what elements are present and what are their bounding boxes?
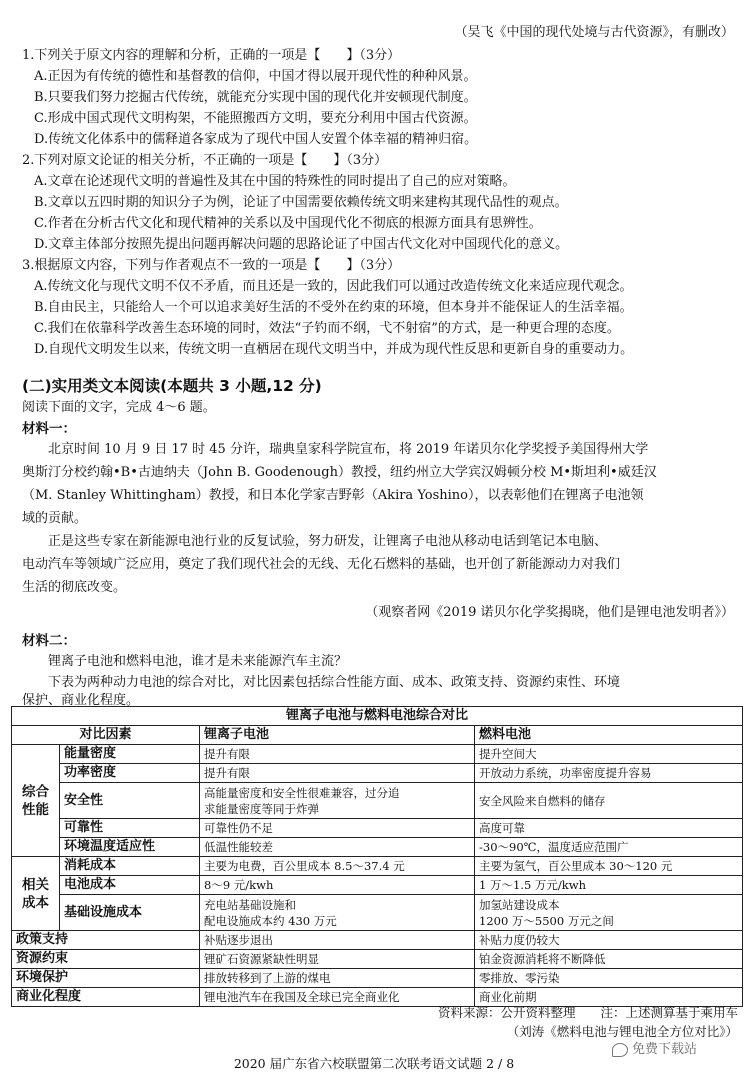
question-1-option-a: A.正因为有传统的德性和基督教的信仰，中国才得以展开现代性的种种风景。 (34, 69, 477, 84)
comparison-table (11, 706, 743, 1007)
row-factor: 资源约束 (12, 950, 200, 969)
row-fuel: 1 万～1.5 万元/kwh (475, 876, 743, 895)
page-footer: 2020 届广东省六校联盟第二次联考语文试题 2 / 8 (233, 1056, 515, 1071)
material-1-line-4: 域的贡献。 (22, 511, 88, 526)
row-factor: 功率密度 (60, 764, 200, 783)
material-1-line-6: 电动汽车等领域广泛应用，奠定了我们现代社会的无线、无化石燃料的基础，也开创了新能源动力对我们 (22, 557, 621, 572)
row-factor: 电池成本 (60, 876, 200, 895)
material-1-line-5: 正是这些专家在新能源电池行业的反复试验，努力研发，让锂离子电池从移动电话到笔记本电脑、 (48, 534, 608, 549)
row-lithium: 提升有限 (200, 764, 475, 783)
question-1-option-d: D.传统文化体系中的儒释道各家成为了现代中国人安置个体幸福的精神归宿。 (34, 132, 478, 147)
row-factor: 能量密度 (60, 745, 200, 764)
row-lithium: 补贴逐步退出 (200, 931, 475, 950)
row-factor: 安全性 (60, 783, 200, 819)
header-lithium: 锂离子电池 (200, 726, 475, 745)
row-factor: 消耗成本 (60, 857, 200, 876)
row-lithium: 主要为电费，百公里成本 8.5～37.4 元 (200, 857, 475, 876)
table-row (12, 764, 743, 783)
source-citation-2: （刘涛《燃料电池与锂电池全方位对比》） (506, 1024, 738, 1039)
material-2-label: 材料二： (22, 633, 76, 649)
question-2-option-a: A.文章在论述现代文明的普遍性及其在中国的特殊性的同时提出了自己的应对策略。 (34, 174, 516, 189)
source-citation-1: （吴飞《中国的现代处境与古代资源》，有删改） (454, 25, 734, 40)
question-3-option-d: D.自现代文明发生以来，传统文明一直栖居在现代文明当中，并成为现代性反思和更新自身的重要动力。 (34, 342, 634, 357)
question-1-option-b: B.只要我们努力挖掘古代传统，就能充分实现中国的现代化并安顿现代制度。 (34, 90, 477, 105)
row-fuel: 补贴力度仍较大 (475, 931, 743, 950)
row-fuel: 铂金资源消耗将不断降低 (475, 950, 743, 969)
row-factor: 商业化程度 (12, 988, 200, 1007)
row-fuel: 零排放、零污染 (475, 969, 743, 988)
table-row (12, 857, 743, 876)
material-2-line-2: 下表为两种动力电池的综合对比，对比因素包括综合性能方面、成本、政策支持、资源约束性、环境 (48, 675, 621, 690)
row-lithium: 8～9 元/kwh (200, 876, 475, 895)
table-note: 资料来源：公开资料整理 注：上述测算基于乘用车 (437, 1005, 738, 1020)
watermark-text: 免费下载站 (632, 1042, 698, 1057)
table-row (12, 895, 743, 931)
row-factor: 基础设施成本 (60, 895, 200, 931)
table-row (12, 969, 743, 988)
table-row (12, 745, 743, 764)
table-row (12, 838, 743, 857)
row-fuel: 提升空间大 (475, 745, 743, 764)
section-instruction: 阅读下面的文字，完成 4～6 题。 (22, 400, 216, 415)
question-3-option-b: B.自由民主，只能给人一个可以追求美好生活的不受外在约束的环境，但本身并不能保证人的生活幸福。 (34, 300, 633, 315)
row-factor: 环境保护 (12, 969, 200, 988)
question-2-option-d: D.文章主体部分按照先提出问题再解决问题的思路论证了中国古代文化对中国现代化的意义。 (34, 237, 569, 252)
question-2-option-b: B.文章以五四时期的知识分子为例，论证了中国需要依赖传统文明来建构其现代品性的观点。 (34, 195, 568, 210)
question-2-stem: 2.下列对原文论证的相关分析，不正确的一项是【 】（3分） (22, 153, 388, 168)
row-fuel: -30～90℃，温度适应范围广 (475, 838, 743, 857)
group-cost: 相关 成本 (12, 857, 60, 931)
row-lithium: 充电站基础设施和 配电设施成本约 430 万元 (200, 895, 475, 931)
row-fuel: 商业化前期 (475, 988, 743, 1007)
material-1-line-1: 北京时间 10 月 9 日 17 时 45 分许，瑞典皇家科学院宣布，将 2019 年诺贝尔化学奖授予美国得州大学 (48, 442, 649, 457)
question-3-option-c: C.我们在依靠科学改善生态环境的同时，效法“子钓而不纲，弋不射宿”的方式，是一种更合理的态度。 (34, 321, 620, 336)
table-row (12, 819, 743, 838)
section-title: (二)实用类文本阅读(本题共 3 小题,12 分) (22, 377, 322, 395)
material-1-line-2: 奥斯汀分校约翰•B•古迪纳夫（John B. Goodenough）教授，纽约州立大学宾汉姆顿分校 M•斯坦利•威廷汉 (22, 465, 657, 480)
question-3-stem: 3.根据原文内容，下列与作者观点不一致的一项是【 】（3分） (22, 258, 401, 273)
row-factor: 政策支持 (12, 931, 200, 950)
table-header-row (12, 726, 743, 745)
material-1-line-3: （M. Stanley Whittingham）教授，和日本化学家吉野彰（Akira Yoshino），以表彰他们在锂离子电池领 (22, 488, 644, 503)
material-1-label: 材料一： (22, 421, 76, 437)
header-factor: 对比因素 (12, 726, 200, 745)
row-lithium: 高能量密度和安全性很难兼容，过分追 求能量密度等同于炸弹 (200, 783, 475, 819)
row-factor: 环境温度适应性 (60, 838, 200, 857)
question-3-option-a: A.传统文化与现代文明不仅不矛盾，而且还是一致的，因此我们可以通过改造传统文化来适应现代观念。 (34, 279, 633, 294)
row-fuel: 加氢站建设成本 1200 万～5500 万元之间 (475, 895, 743, 931)
question-1-stem: 1.下列关于原文内容的理解和分析，正确的一项是【 】（3分） (22, 48, 401, 63)
row-lithium: 可靠性仍不足 (200, 819, 475, 838)
material-1-line-7: 生活的彻底改变。 (22, 580, 127, 595)
row-fuel: 主要为氢气，百公里成本 30～120 元 (475, 857, 743, 876)
row-fuel: 安全风险来自燃料的储存 (475, 783, 743, 819)
row-lithium: 提升有限 (200, 745, 475, 764)
row-lithium: 锂矿石资源紧缺性明显 (200, 950, 475, 969)
row-lithium: 锂电池汽车在我国及全球已完全商业化 (200, 988, 475, 1007)
question-1-option-c: C.形成中国式现代文明构架，不能照搬西方文明，要充分利用中国古代资源。 (34, 111, 477, 126)
row-lithium: 低温性能较差 (200, 838, 475, 857)
question-2-option-c: C.作者在分析古代文化和现代精神的关系以及中国现代化不彻底的根源方面具有思辨性。 (34, 216, 542, 231)
row-lithium: 排放转移到了上游的煤电 (200, 969, 475, 988)
table-caption: 锂离子电池与燃料电池综合对比 (12, 707, 743, 726)
material-2-line-3: 保护、商业化程度。 (22, 693, 140, 708)
header-fuel: 燃料电池 (475, 726, 743, 745)
table-caption-row (12, 707, 743, 726)
row-fuel: 开放动力系统，功率密度提升容易 (475, 764, 743, 783)
material-2-line-1: 锂离子电池和燃料电池，谁才是未来能源汽车主流？ (48, 654, 348, 669)
table-row (12, 950, 743, 969)
group-performance: 综合 性能 (12, 745, 60, 857)
table-row (12, 876, 743, 895)
material-1-source: （观察者网《2019 诺贝尔化学奖揭晓，他们是锂电池发明者》） (365, 605, 734, 620)
row-fuel: 高度可靠 (475, 819, 743, 838)
table-row (12, 931, 743, 950)
table-row (12, 783, 743, 819)
row-factor: 可靠性 (60, 819, 200, 838)
